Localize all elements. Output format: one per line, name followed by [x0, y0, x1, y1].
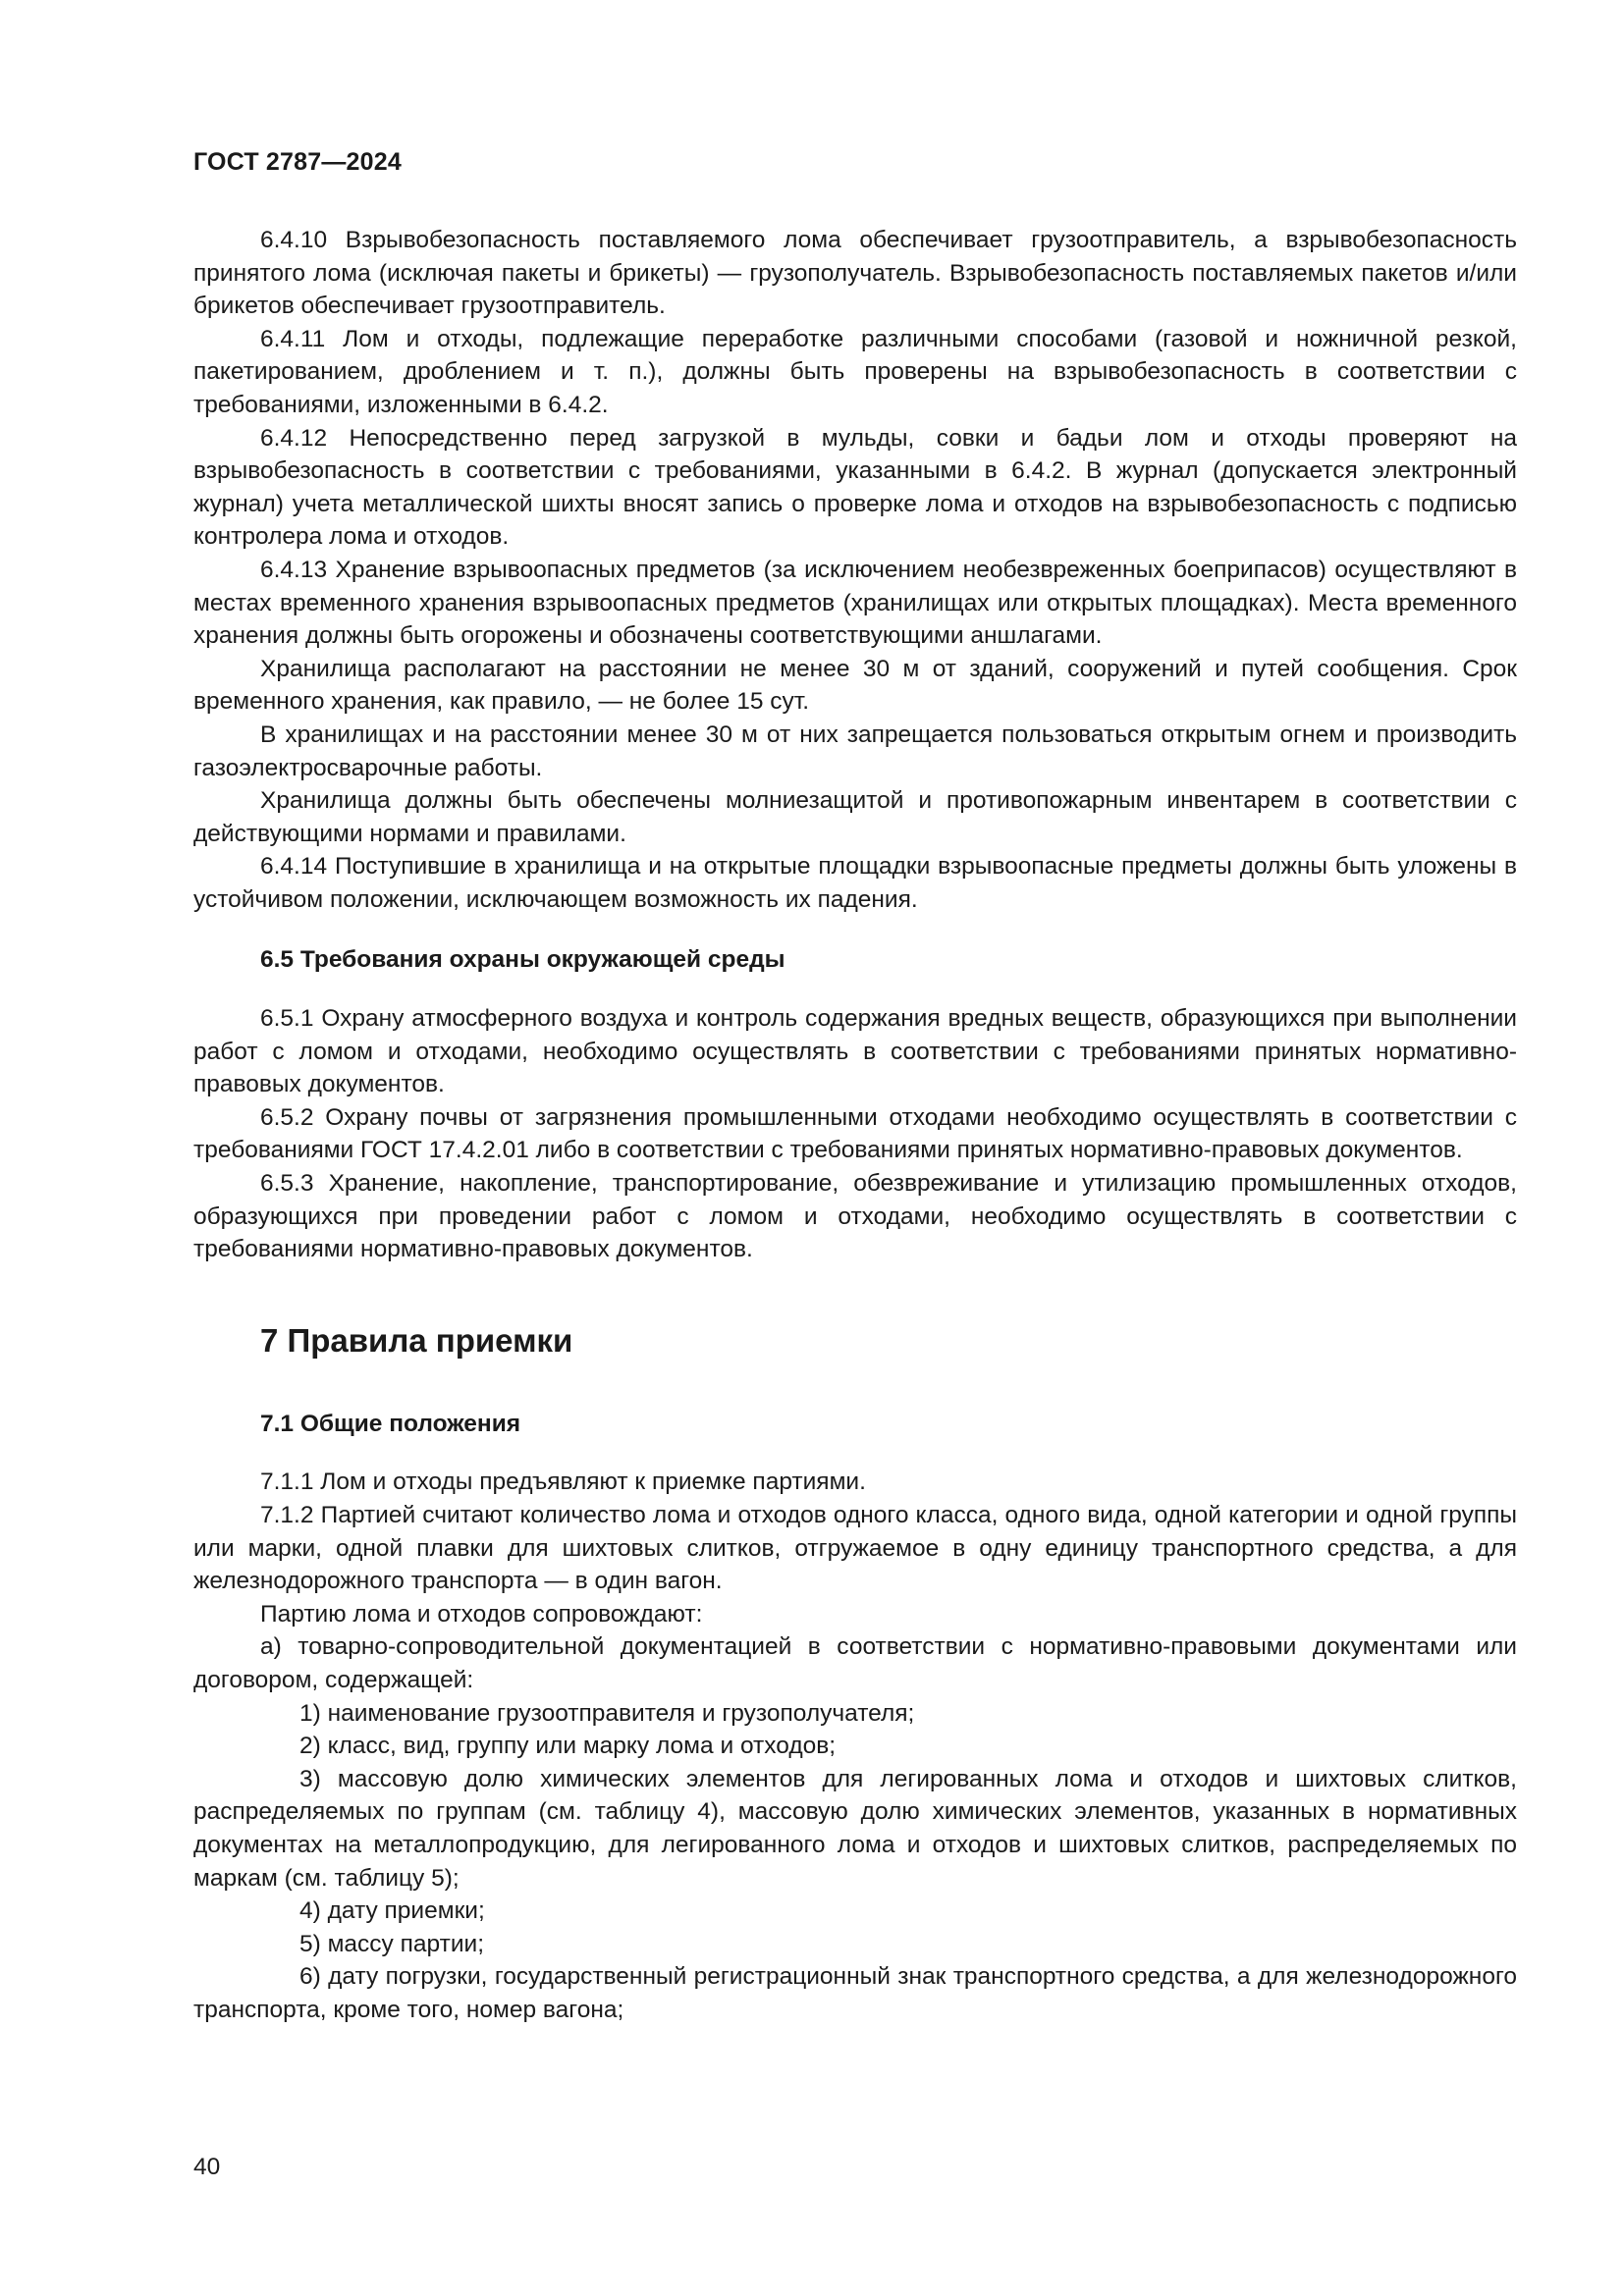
heading-6-5: 6.5 Требования охраны окружающей среды [260, 946, 785, 974]
paragraph-item-a: а) товарно-сопроводительной документацией в соответствии с нормативно-правовыми документами или договором, содержащей: [193, 1633, 1517, 1693]
paragraph-lightning-protection: Хранилища должны быть обеспечены молниезащитой и противопожарным инвентарем в соответствии с действующими нормами и правилами. [193, 787, 1517, 847]
heading-7-1: 7.1 Общие положения [260, 1410, 521, 1437]
paragraph-6-4-14: 6.4.14 Поступившие в хранилища и на открытые площадки взрывоопасные предметы должны быть уложены в устойчивом положении, исключающем возможность их падения. [193, 853, 1517, 913]
paragraph-7-1-1: 7.1.1 Лом и отходы предъявляют к приемке партиями. [260, 1468, 866, 1496]
page-number: 40 [193, 2154, 221, 2180]
paragraph-7-1-2: 7.1.2 Партией считают количество лома и отходов одного класса, одного вида, одной категории и одной группы или марки, одной плавки для шихтовых слитков, отгружаемое в одну единицу транспортного средства, а для железнодорожного транспорта — в один вагон. [193, 1502, 1517, 1595]
list-item: 2) класс, вид, группу или марку лома и отходов; [299, 1733, 837, 1760]
heading-7: 7 Правила приемки [260, 1321, 573, 1359]
paragraph-6-4-12: 6.4.12 Непосредственно перед загрузкой в мульды, совки и бадьи лом и отходы проверяют на взрывобезопасность в соответствии с требованиями, указанными в 6.4.2. В журнал (допускается электронный журнал) учета металлической шихты вносят запись о проверке лома и отходов на взрывобезопасность с подписью контролера лома и отходов. [193, 424, 1517, 551]
document-body [193, 224, 1517, 2027]
paragraph-6-5-2: 6.5.2 Охрану почвы от загрязнения промышленными отходами необходимо осуществлять в соответствии с требованиями ГОСТ 17.4.2.01 либо в соответствии с требованиями принятых нормативно-правовых документов. [193, 1103, 1517, 1164]
paragraph-6-5-3: 6.5.3 Хранение, накопление, транспортирование, обезвреживание и утилизацию промышленных отходов, образующихся при проведении работ с ломом и отходами, необходимо осуществлять в соответствии с требованиями нормативно-правовых документов. [193, 1170, 1517, 1263]
running-header: ГОСТ 2787—2024 [193, 148, 402, 176]
paragraph-6-4-11: 6.4.11 Лом и отходы, подлежащие переработке различными способами (газовой и ножничной резкой, пакетированием, дроблением и т. п.), должны быть проверены на взрывобезопасность в соответствии с требованиями, изложенными в 6.4.2. [193, 325, 1517, 418]
paragraph-6-5-1: 6.5.1 Охрану атмосферного воздуха и контроль содержания вредных веществ, образующихся при выполнении работ с ломом и отходами, необходимо осуществлять в соответствии с требованиями принятых нормативно-правовых документов. [193, 1005, 1517, 1098]
paragraph-lot-accompany: Партию лома и отходов сопровождают: [260, 1600, 703, 1628]
list-item: 1) наименование грузоотправителя и грузополучателя; [299, 1699, 915, 1727]
paragraph-fire-ban: В хранилищах и на расстоянии менее 30 м от них запрещается пользоваться открытым огнем и производить газоэлектросварочные работы. [193, 721, 1517, 781]
list-item: 5) массу партии; [299, 1930, 484, 1957]
list-item: 6) дату погрузки, государственный регистрационный знак транспортного средства, а для железнодорожного транспорта, кроме того, номер вагона; [193, 1963, 1517, 2023]
paragraph-storage-distance: Хранилища располагают на расстоянии не менее 30 м от зданий, сооружений и путей сообщения. Срок временного хранения, как правило, — не более 15 сут. [193, 655, 1517, 716]
paragraph-6-4-10: 6.4.10 Взрывобезопасность поставляемого лома обеспечивает грузоотправитель, а взрывобезопасность принятого лома (исключая пакеты и брикеты) — грузополучатель. Взрывобезопасность поставляемых пакетов и/или брикетов обеспечивает грузоотправитель. [193, 227, 1517, 320]
list-item: 4) дату приемки; [299, 1897, 485, 1925]
list-item: 3) массовую долю химических элементов для легированных лома и отходов и шихтовых слитков, распределяемых по группам (см. таблицу 4), массовую долю химических элементов, указанных в нормативных документах на металлопродукцию, для легированного лома и отходов и шихтовых слитков, распределяемых по маркам (см. таблицу 5); [193, 1765, 1517, 1892]
paragraph-6-4-13: 6.4.13 Хранение взрывоопасных предметов (за исключением необезвреженных боеприпасов) осуществляют в местах временного хранения взрывоопасных предметов (хранилищах или открытых площадках). Места временного хранения должны быть огорожены и обозначены соответствующими аншлагами. [193, 556, 1517, 650]
